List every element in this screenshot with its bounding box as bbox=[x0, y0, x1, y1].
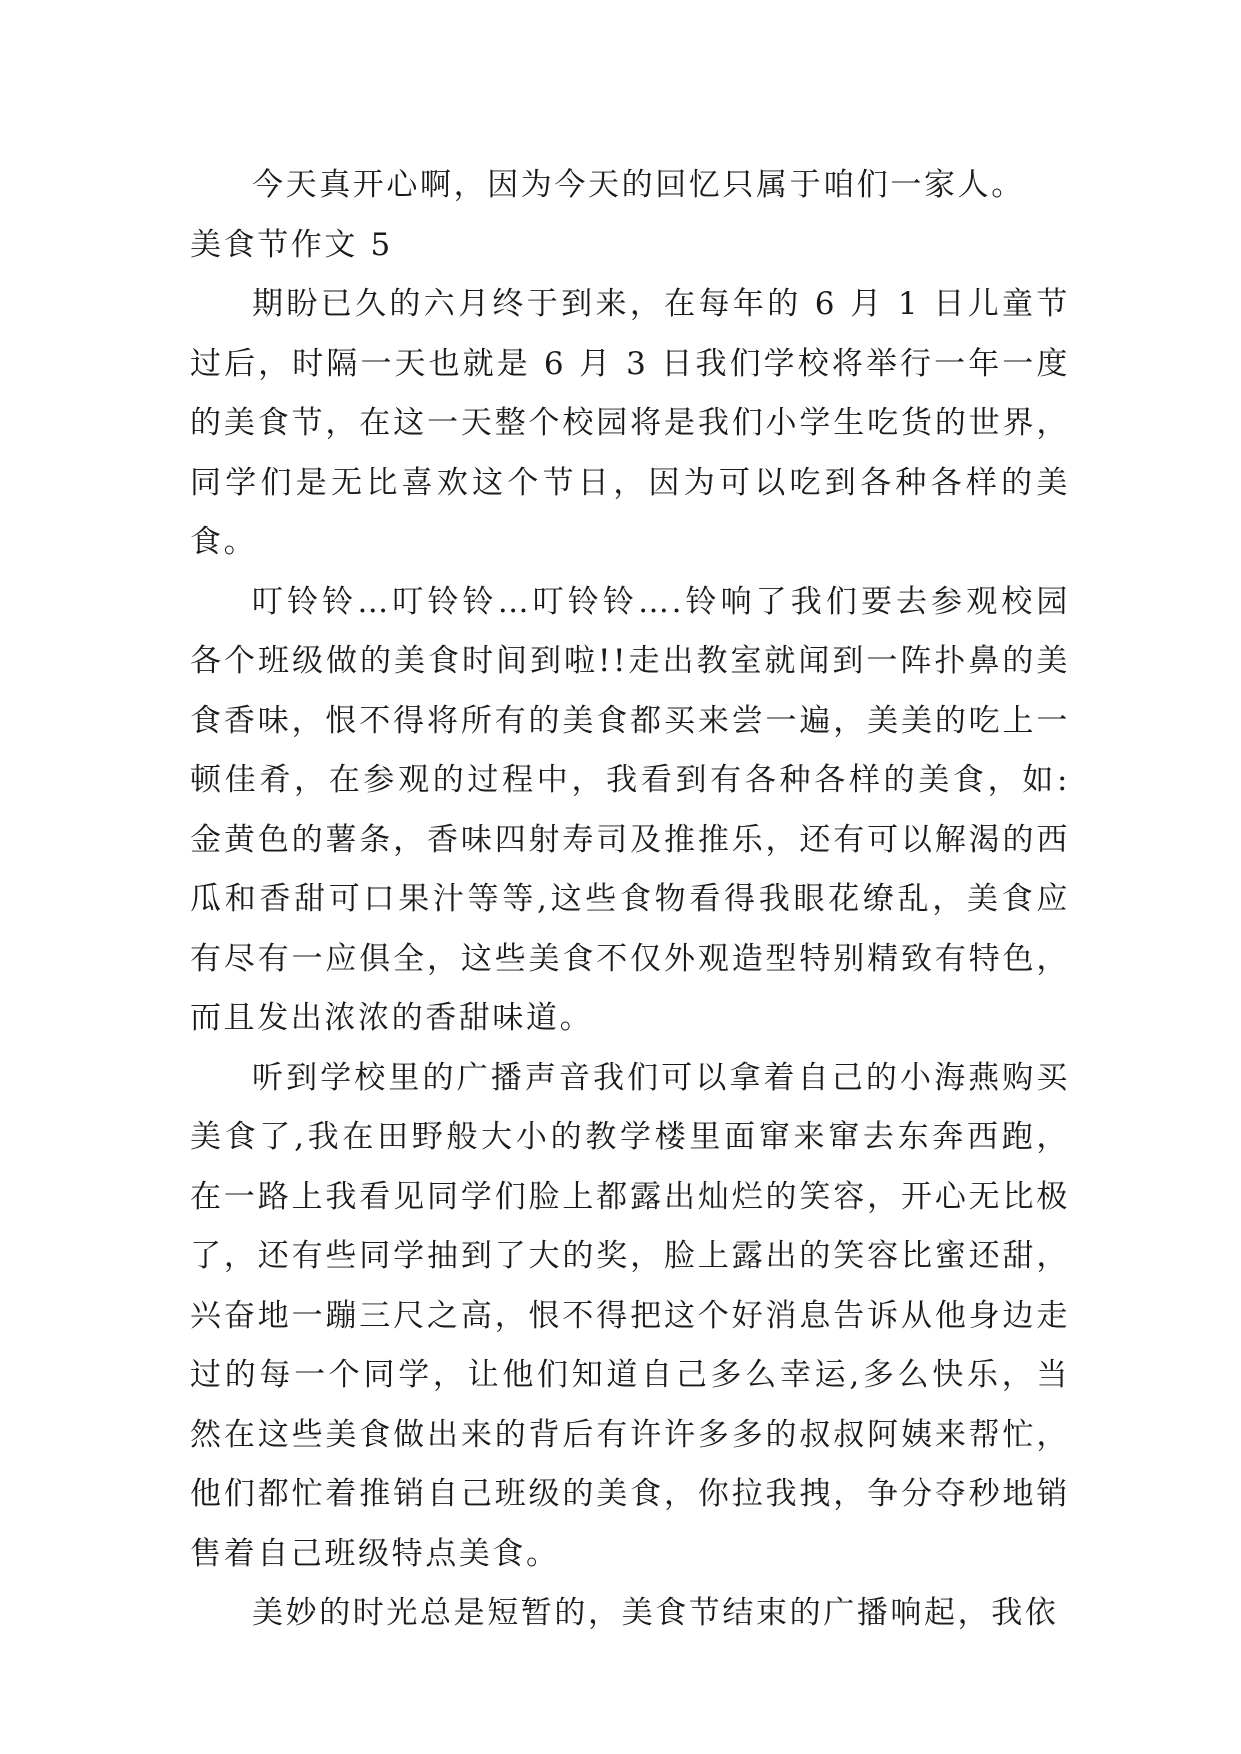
paragraph: 今天真开心啊，因为今天的回忆只属于咱们一家人。 bbox=[252, 167, 1025, 203]
paragraph: 听到学校里的广播声音我们可以拿着自己的小海燕购买美食了,我在田野般大小的教学楼里面窜来窜去东奔西跑，在一路上我看见同学们脸上都露出灿烂的笑容，开心无比极了，还有些同学抽到了大的奖，脸上露出的笑容比蜜还甜，兴奋地一蹦三尺之高，恨不得把这个好消息告诉从他身边走过的每一个同学，让他们知道自己多么幸运,多么快乐，当然在这些美食做出来的背后有许许多多的叔叔阿姨来帮忙，他们都忙着推销自己班级的美食，你拉我拽，争分夺秒地销售着自己班级特点美食。 bbox=[190, 1059, 1070, 1572]
paragraph: 期盼已久的六月终于到来，在每年的 6 月 1 日儿童节过后，时隔一天也就是 6 月 3 日我们学校将举行一年一度的美食节，在这一天整个校园将是我们小学生吃货的世界，同学们是无比喜欢这个节日，因为可以吃到各种各样的美食。 bbox=[190, 286, 1070, 560]
paragraph: 叮铃铃…叮铃铃…叮铃铃….铃响了我们要去参观校园各个班级做的美食时间到啦!!走出教室就闻到一阵扑鼻的美食香味，恨不得将所有的美食都买来尝一遍，美美的吃上一顿佳肴，在参观的过程中，我看到有各种各样的美食，如:金黄色的薯条，香味四射寿司及推推乐，还有可以解渴的西瓜和香甜可口果汁等等,这些食物看得我眼花缭乱，美食应有尽有一应俱全，这些美食不仅外观造型特别精致有特色，而且发出浓浓的香甜味道。 bbox=[190, 583, 1070, 1036]
section-heading: 美食节作文 5 bbox=[190, 226, 393, 263]
paragraph: 美妙的时光总是短暂的，美食节结束的广播响起，我依 bbox=[252, 1595, 1059, 1631]
document-body bbox=[190, 156, 1070, 1644]
